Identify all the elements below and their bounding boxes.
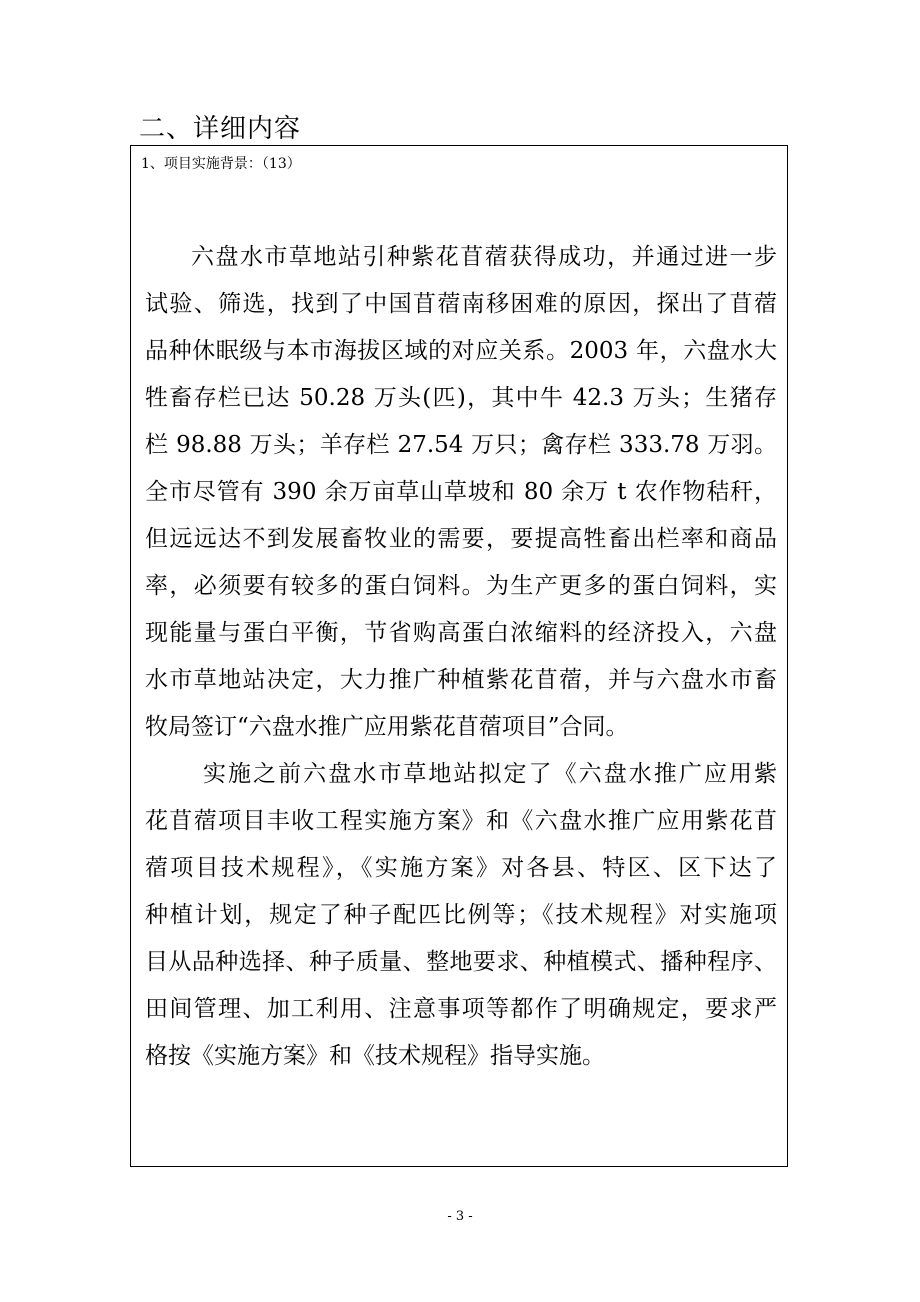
paragraph-2-line: 田间管理、加工利用、注意事项等都作了明确规定，要求严 bbox=[145, 996, 777, 1022]
paragraph-1-line: 试验、筛选，找到了中国苜蓿南移困难的原因，探出了苜蓿 bbox=[145, 291, 777, 317]
paragraph-1-line: 但远远达不到发展畜牧业的需要，要提高牲畜出栏率和商品 bbox=[145, 526, 777, 552]
paragraph-1-line: 牲畜存栏已达 50.28 万头(匹)，其中牛 42.3 万头；生猪存 bbox=[145, 385, 777, 411]
page-number: - 3 - bbox=[447, 1209, 473, 1224]
paragraph-1-line: 率，必须要有较多的蛋白饲料。为生产更多的蛋白饲料，实 bbox=[145, 573, 777, 599]
paragraph-1-line: 栏 98.88 万头；羊存栏 27.54 万只；禽存栏 333.78 万羽。 bbox=[145, 432, 777, 458]
paragraph-1-line: 全市尽管有 390 余万亩草山草坡和 80 余万 t 农作物秸秆， bbox=[145, 479, 777, 505]
paragraph-2-line: 蓿项目技术规程》，《实施方案》对各县、特区、区下达了 bbox=[145, 855, 777, 881]
subheading-project-background: 1、项目实施背景：（13） bbox=[141, 156, 301, 172]
section-heading: 二、详细内容 bbox=[139, 114, 302, 144]
paragraph-1-line: 水市草地站决定，大力推广种植紫花苜蓿，并与六盘水市畜 bbox=[145, 667, 777, 693]
paragraph-2-line: 花苜蓿项目丰收工程实施方案》和《六盘水推广应用紫花苜 bbox=[145, 808, 777, 834]
paragraph-1-line: 六盘水市草地站引种紫花苜蓿获得成功，并通过进一步 bbox=[191, 244, 777, 270]
paragraph-2-line: 目从品种选择、种子质量、整地要求、种植模式、播种程序、 bbox=[145, 949, 777, 975]
paragraph-1-line: 现能量与蛋白平衡，节省购高蛋白浓缩料的经济投入，六盘 bbox=[145, 620, 777, 646]
content-box bbox=[130, 145, 788, 1167]
paragraph-2-line: 实施之前六盘水市草地站拟定了《六盘水推广应用紫 bbox=[203, 761, 777, 787]
paragraph-1-line: 牧局签订“六盘水推广应用紫花苜蓿项目”合同。 bbox=[145, 714, 629, 740]
body-text bbox=[145, 234, 777, 1080]
paragraph-2-line: 格按《实施方案》和《技术规程》指导实施。 bbox=[145, 1043, 605, 1069]
paragraph-2-line: 种植计划，规定了种子配匹比例等；《技术规程》对实施项 bbox=[145, 902, 777, 928]
paragraph-1-line: 品种休眠级与本市海拔区域的对应关系。2003 年，六盘水大 bbox=[145, 338, 777, 364]
